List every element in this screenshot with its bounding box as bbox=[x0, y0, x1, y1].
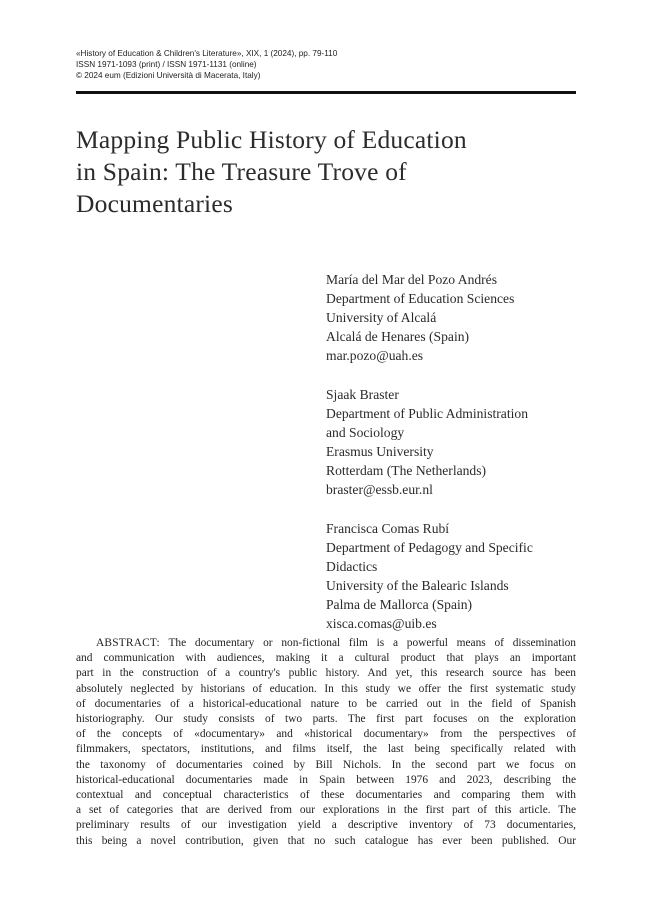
author-email: braster@essb.eur.nl bbox=[326, 482, 433, 497]
author-name: María del Mar del Pozo Andrés bbox=[326, 272, 498, 287]
abstract-line: and communication with audiences, making it a cultural product that plays an important bbox=[76, 652, 576, 665]
abstract bbox=[76, 636, 576, 849]
issn-line: ISSN 1971-1093 (print) / ISSN 1971-1131 (online) bbox=[76, 60, 257, 69]
author-email: xisca.comas@uib.es bbox=[326, 616, 437, 631]
author-university: University of Alcalá bbox=[326, 310, 437, 325]
author-department: Department of Pedagogy and Specific bbox=[326, 540, 533, 555]
title-line: Documentaries bbox=[76, 189, 233, 218]
abstract-line: a set of categories that are derived from our explorations in the first part of this article. The bbox=[76, 804, 576, 817]
author-department: and Sociology bbox=[326, 425, 405, 440]
author-location: Palma de Mallorca (Spain) bbox=[326, 597, 473, 612]
abstract-text: The documentary or non-fictional film is a powerful means of dissemination bbox=[159, 637, 576, 649]
author-department: Department of Public Administration bbox=[326, 406, 528, 421]
article-title bbox=[76, 124, 576, 220]
journal-citation: «History of Education & Children's Literature», XIX, 1 (2024), pp. 79-110 bbox=[76, 49, 338, 58]
author-location: Rotterdam (The Netherlands) bbox=[326, 463, 487, 478]
abstract-line: historical-educational documentaries made in Spain between 1976 and 2023, describing the bbox=[76, 773, 576, 786]
abstract-line: historiography. Our study consists of two parts. The first part focuses on the exploration bbox=[76, 713, 576, 726]
abstract-label: ABSTRACT: bbox=[96, 637, 160, 649]
abstract-line: filmmakers, spectators, institutions, and films itself, the last being specifically related with bbox=[76, 743, 576, 756]
abstract-line: the taxonomy of documentaries coined by Bill Nichols. In the second part we focus on bbox=[76, 758, 576, 771]
abstract-line bbox=[76, 636, 576, 651]
author-email: mar.pozo@uah.es bbox=[326, 348, 424, 363]
abstract-line: contextual and conceptual characteristics of these documentaries and comparing them with bbox=[76, 789, 576, 802]
abstract-line: of documentaries of a historical-educational nature to be carried out in the field of Spanish bbox=[76, 697, 576, 710]
author-block bbox=[326, 385, 576, 499]
author-department: Department of Education Sciences bbox=[326, 291, 515, 306]
abstract-line: preliminary results of our investigation yield a descriptive inventory of 73 documentaries, bbox=[76, 819, 576, 832]
abstract-line: absolutely neglected by historians of education. In this study we offer the first systematic study bbox=[76, 682, 576, 695]
author-university: Erasmus University bbox=[326, 444, 434, 459]
abstract-line: part in the construction of a country's public history. And yet, this research source has been bbox=[76, 667, 576, 680]
author-department: Didactics bbox=[326, 559, 378, 574]
author-affiliations bbox=[326, 270, 576, 653]
title-line: in Spain: The Treasure Trove of bbox=[76, 157, 407, 186]
copyright-line: © 2024 eum (Edizioni Università di Macerata, Italy) bbox=[76, 71, 261, 80]
author-name: Francisca Comas Rubí bbox=[326, 521, 450, 536]
author-block bbox=[326, 270, 576, 365]
abstract-line: of the concepts of «documentary» and «historical documentary» from the perspectives of bbox=[76, 728, 576, 741]
abstract-line: this being a novel contribution, given that no such catalogue has ever been published. Our bbox=[76, 834, 576, 847]
author-location: Alcalá de Henares (Spain) bbox=[326, 329, 470, 344]
header-divider bbox=[76, 91, 576, 94]
author-block bbox=[326, 519, 576, 633]
title-line: Mapping Public History of Education bbox=[76, 125, 467, 154]
journal-header bbox=[76, 48, 576, 81]
author-university: University of the Balearic Islands bbox=[326, 578, 509, 593]
author-name: Sjaak Braster bbox=[326, 387, 399, 402]
